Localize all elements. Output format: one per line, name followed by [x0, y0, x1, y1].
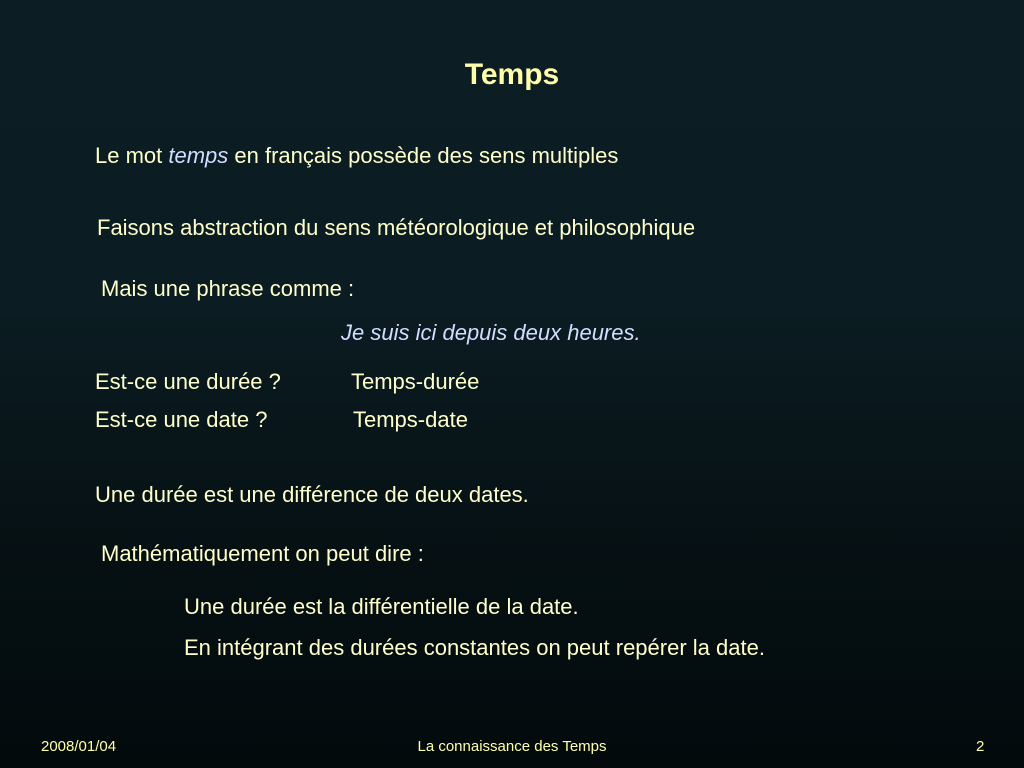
- abstraction-line: Faisons abstraction du sens météorologique et philosophique: [97, 215, 696, 240]
- answer-duration: Temps-durée: [351, 369, 480, 394]
- math-statement-2: En intégrant des durées constantes on peut repérer la date.: [184, 635, 765, 660]
- footer-title: La connaissance des Temps: [417, 738, 607, 755]
- intro-emphasis: temps: [168, 143, 229, 168]
- footer-date: 2008/01/04: [41, 738, 117, 755]
- intro-line: [95, 143, 618, 169]
- question-duration: Est-ce une durée ?: [95, 369, 281, 394]
- slide-title: Temps: [464, 58, 560, 91]
- duration-definition: Une durée est une différence de deux dates.: [95, 482, 529, 507]
- intro-prefix: Le mot: [95, 143, 169, 168]
- footer-page-number: 2: [976, 738, 985, 755]
- math-statement-1: Une durée est la différentielle de la date.: [184, 594, 579, 619]
- intro-suffix: en français possède des sens multiples: [228, 143, 619, 168]
- answer-date: Temps-date: [353, 407, 468, 432]
- math-intro-line: Mathématiquement on peut dire :: [101, 541, 424, 566]
- example-sentence: Je suis ici depuis deux heures.: [341, 320, 641, 345]
- phrase-intro-line: Mais une phrase comme :: [101, 276, 355, 301]
- question-date: Est-ce une date ?: [95, 407, 268, 432]
